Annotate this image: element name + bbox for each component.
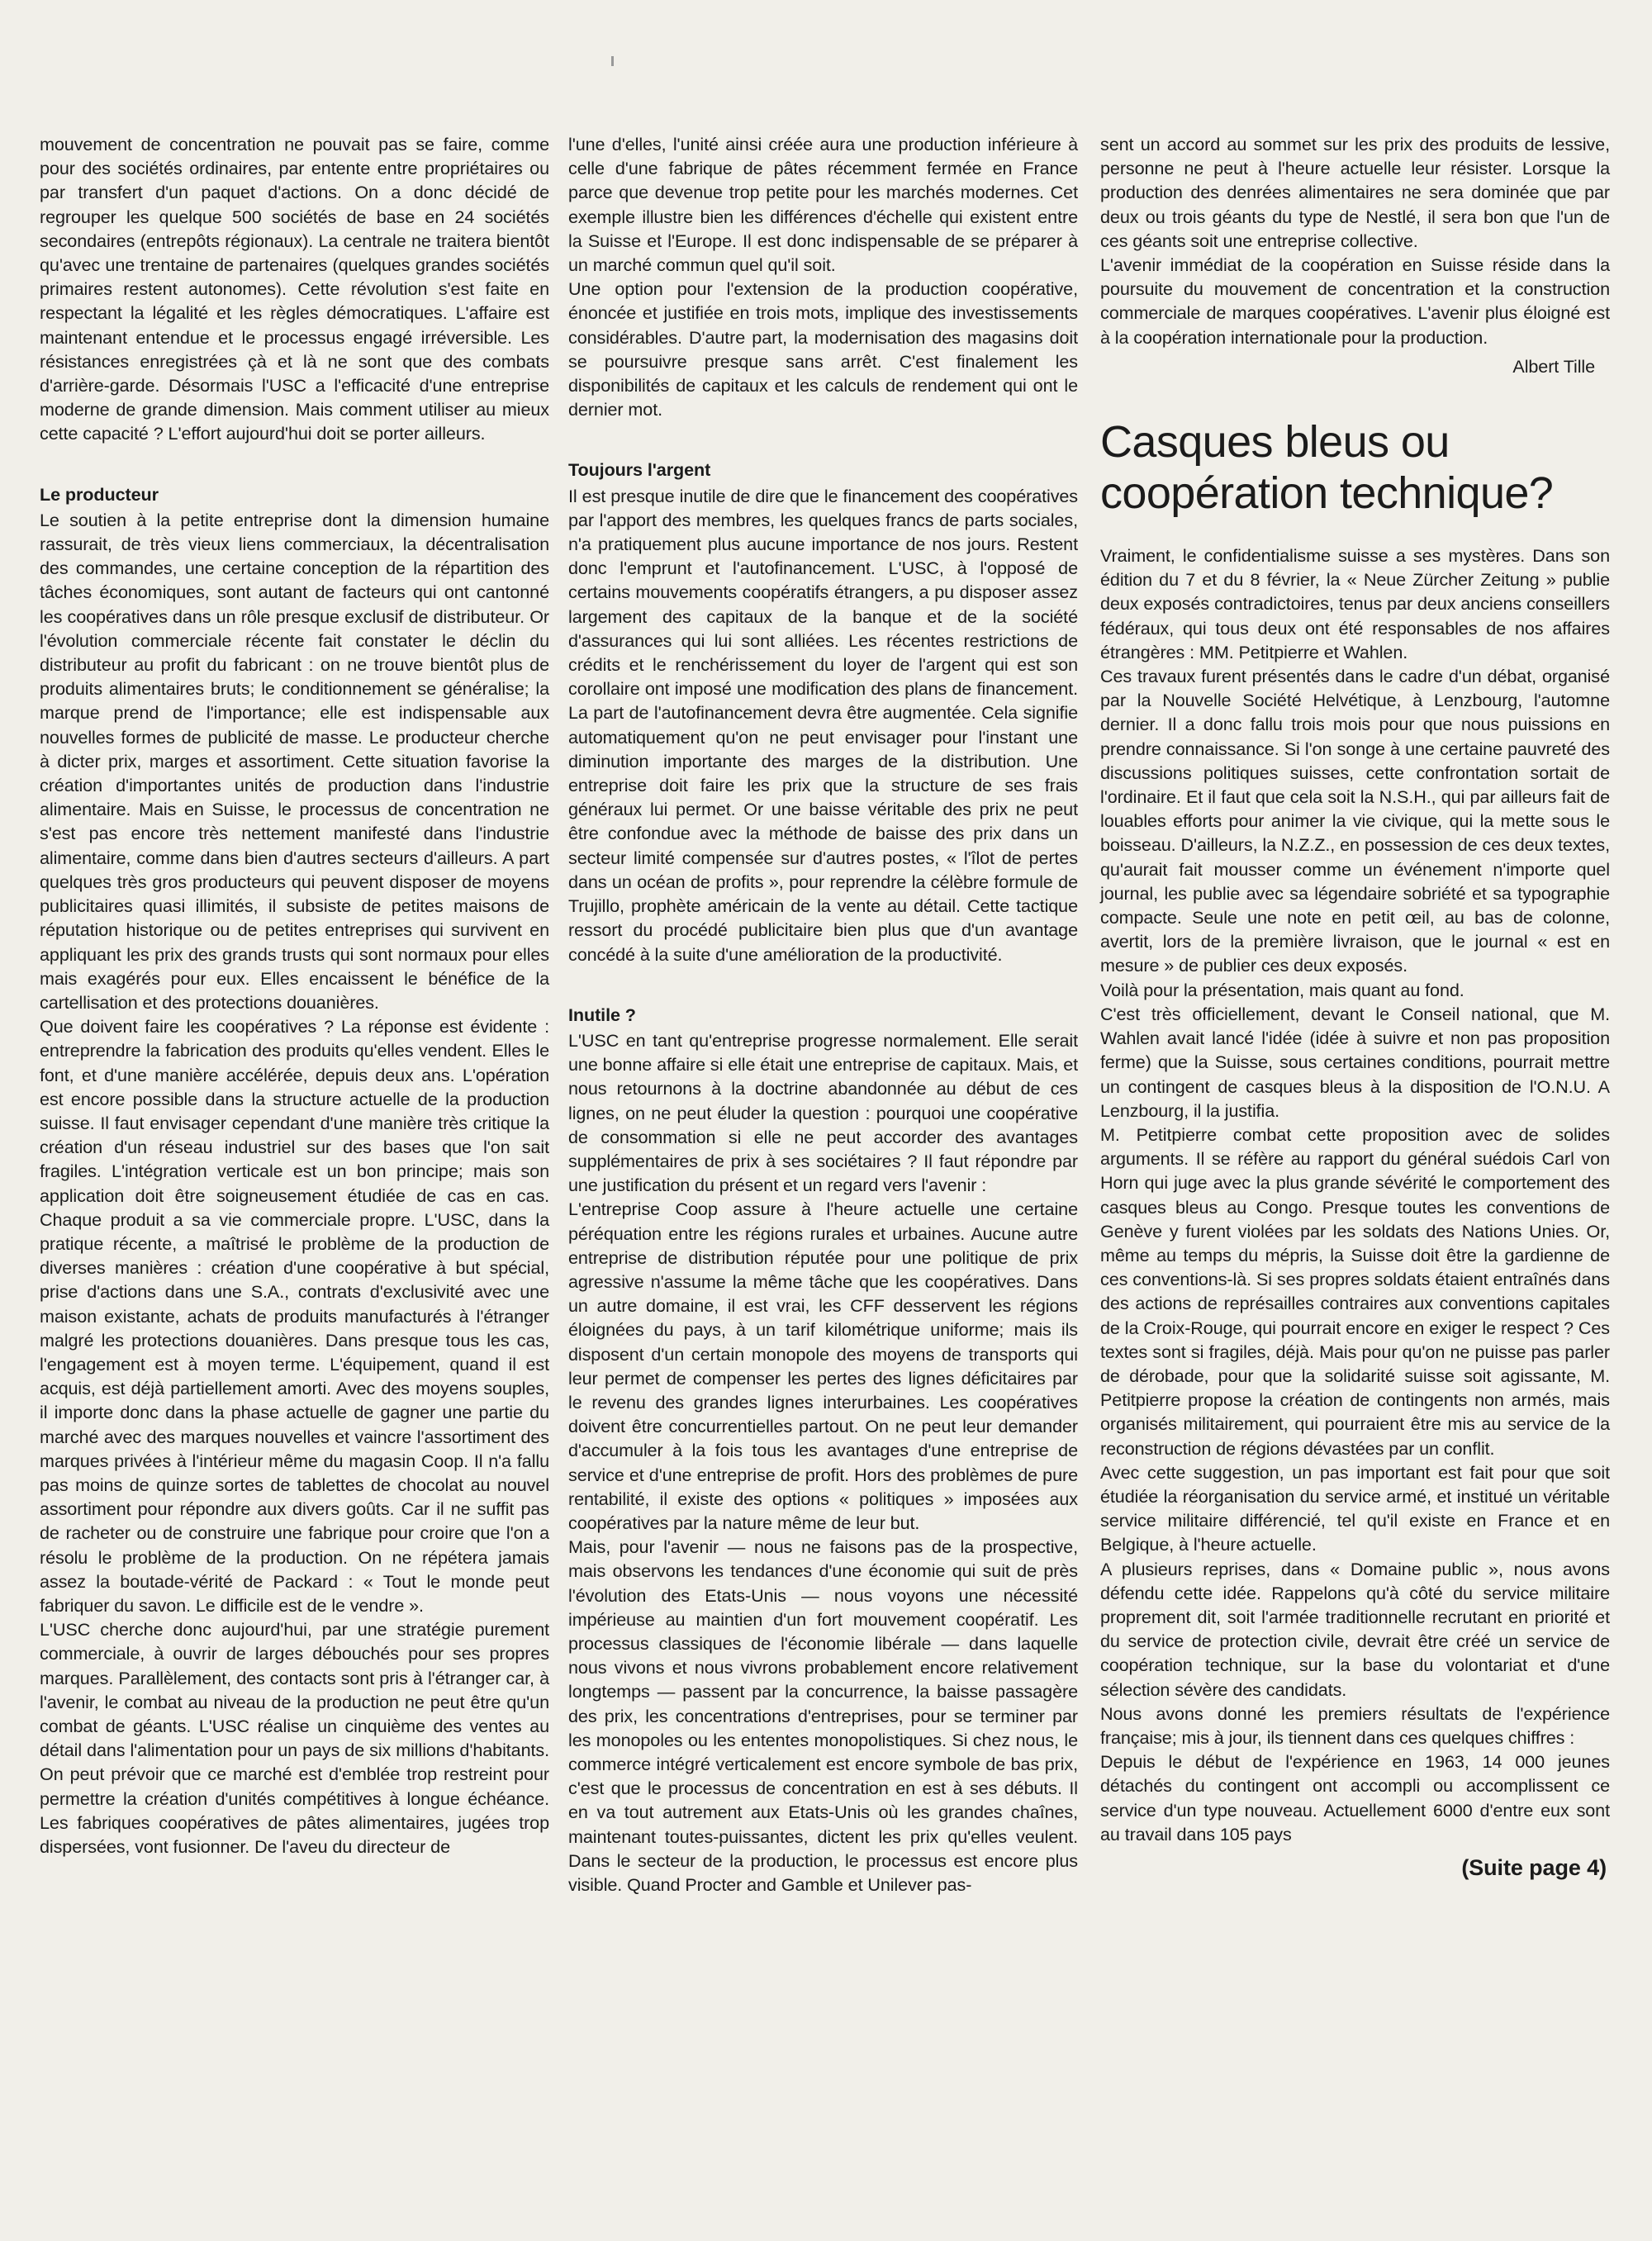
paragraph: Il est presque inutile de dire que le financement des coopératives par l'apport des membres, les quelques francs de parts sociales, n'a pratiquement plus aucune importance de nos jours. Restent donc l'emprunt et l'autofinancement. L'USC, à l'opposé de certains mouvements coopératifs étrangers, a pu disposer assez largement des capitaux de la banque et de la société d'assurances qui lui sont alliées. Les récentes restrictions de crédits et le renchérissement du loyer de l'argent qui est son corollaire ont imposé une modification des plans de financement. La part de l'autofinancement devra être augmentée. Cela signifie automatiquement qu'on ne peut envisager pour l'instant une diminution importante des marges de la distribution. Une entreprise doit faire les prix que la structure de ses frais généraux lui permet. Or une baisse véritable des prix ne peut être confondue avec la méthode de baisse des prix dans un secteur limité compensée sur d'autres postes, « l'îlot de pertes dans un océan de profits », pour reprendre la célèbre formule de Trujillo, prophète américain de la vente au détail. Cette tactique ressort du procédé publicitaire bien plus que d'un avantage concédé à la suite d'une amélioration de la productivité. [568, 485, 1078, 965]
column-1 [40, 132, 549, 1859]
article-title: Casques bleus ou coopération technique? [1100, 417, 1554, 519]
section-heading-toujours-largent: Toujours l'argent [568, 459, 711, 481]
paragraph: L'entreprise Coop assure à l'heure actuelle une certaine péréquation entre les régions rurales et urbaines. Aucune autre entreprise de distribution réputée pour une politique de prix agressive n'assume la même tâche que les coopératives. Dans un autre domaine, il est vrai, les CFF desservent les régions éloignées du pays, à un tarif kilométrique uniforme; mais ils disposent d'un certain monopole des moyens de transports qui leur permet de compenser les pertes des lignes déficitaires par le revenu des grandes lignes interurbaines. Les coopératives doivent être concurrentielles partout. On ne peut leur demander d'accumuler à la fois tous les avantages d'une entreprise de service et d'une entreprise de profit. Hors des problèmes de pure rentabilité, il existe des options « politiques » imposées aux coopératives par la nature même de leur but. [568, 1199, 1078, 1533]
paragraph: mouvement de concentration ne pouvait pas se faire, comme pour des sociétés ordinaires, par entente entre propriétaires ou par transfert d'un paquet d'actions. On a donc décidé de regrouper les quelque 500 sociétés de base en 24 sociétés secondaires (entrepôts régionaux). La centrale ne traitera bientôt qu'avec une trentaine de partenaires (quelques grandes sociétés primaires restent autonomes). Cette révolution s'est faite en respectant la légalité et les règles démocratiques. L'affaire est maintenant entendue et le processus engagé irréversible. Les résistances enregistrées çà et là ne sont que des combats d'arrière-garde. Désormais l'USC a l'efficacité d'une entreprise moderne de grande dimension. Mais comment utiliser au mieux cette capacité ? L'effort aujourd'hui doit se porter ailleurs. [40, 134, 549, 444]
paragraph: A plusieurs reprises, dans « Domaine public », nous avons défendu cette idée. Rappelons qu'à côté du service militaire proprement dit, soit l'armée traditionnelle recrutant en priorité et du service de protection civile, devrait être créé un service de coopération technique, sur la base du volontariat et d'une sélection sévère des candidats. [1100, 1558, 1610, 1700]
paragraph: C'est très officiellement, devant le Conseil national, que M. Wahlen avait lancé l'idée (idée à suivre et non pas proposition ferme) que la Suisse, sous certaines conditions, pourrait mettre un contingent de casques bleus à la disposition de l'O.N.U. A Lenzbourg, il la justifia. [1100, 1003, 1610, 1121]
col1-section [40, 508, 549, 1859]
paragraph: Depuis le début de l'expérience en 1963, 14 000 jeunes détachés du contingent ont accompli ou accomplissent ce service d'un type nouveau. Actuellement 6000 d'entre eux sont au travail dans 105 pays [1100, 1751, 1610, 1845]
col3-intro [1100, 132, 1610, 349]
paragraph: Que doivent faire les coopératives ? La réponse est évidente : entreprendre la fabrication des produits qu'elles vendent. Elles le font, et d'une manière accélérée, depuis deux ans. L'opération est encore possible dans la structure actuelle de la production suisse. Il faut envisager cependant d'une manière très critique la création d'un réseau industriel sur des bases que l'on sait fragiles. L'intégration verticale est un bon principe; mais son application doit être soigneusement étudiée de cas en cas. Chaque produit a sa vie commerciale propre. L'USC, dans la pratique récente, a maîtrisé le problème de la production de diverses manières : création d'une coopérative à but spécial, prise d'actions dans une S.A., contrats d'exclusivité avec une maison existante, achats de produits manufacturés à l'étranger malgré les protections douanières. Dans presque tous les cas, l'engagement est à moyen terme. L'équipement, quand il est acquis, est déjà partiellement amorti. Avec des moyens souples, il importe donc dans la phase actuelle de gagner une partie du marché avec des marques nouvelles et vaincre l'assortiment des marques privées à l'intérieur même du magasin Coop. Il n'a fallu pas moins de quinze sortes de tablettes de chocolat au nouvel assortiment pour répondre aux divers goûts. Car il ne suffit pas de racheter ou de construire une fabrique pour croire que l'on a résolu le problème de la production. On ne répétera jamais assez la boutade-vérité de Packard : « Tout le monde peut fabriquer du savon. Le difficile est de le vendre ». [40, 1016, 549, 1616]
paragraph: Le soutien à la petite entreprise dont la dimension humaine rassurait, de très vieux liens commerciaux, la décentralisation des commandes, une certaine conception de la répartition des tâches économiques, sont autant de facteurs qui ont cantonné les coopératives dans un rôle presque exclusif de distributeur. Or l'évolution commerciale récente fait constater le déclin du distributeur au profit du fabricant : on ne trouve bientôt plus de produits alimentaires bruts; le conditionnement se généralise; la marque prend de l'importance; elle est indispensable aux nouvelles formes de publicité de masse. Le producteur cherche à dicter prix, marges et assortiment. Cette situation favorise la création d'importantes unités de production dans l'industrie alimentaire. Mais en Suisse, le processus de concentration ne s'est pas encore très nettement manifesté dans l'industrie alimentaire, comme dans bien d'autres secteurs d'ailleurs. A part quelques très gros producteurs qui peuvent disposer de moyens publicitaires quasi illimités, il subsiste de petites maisons de réputation historique ou de petites entreprises qui survivent en appliquant les prix des grands trusts qui sont normaux pour elles mais exagérés pour eux. Elles encaissent le bénéfice de la cartellisation et des protections douanières. [40, 509, 549, 1013]
scan-mark [611, 56, 614, 66]
paragraph: l'une d'elles, l'unité ainsi créée aura une production inférieure à celle d'une fabrique de pâtes récemment fermée en France parce que devenue trop petite pour les marchés modernes. Cet exemple illustre bien les différences d'échelle qui existent entre la Suisse et l'Europe. Il est donc indispensable de se préparer à un marché commun quel qu'il soit. [568, 134, 1078, 276]
paragraph: Une option pour l'extension de la production coopérative, énoncée et justifiée en trois mots, implique des investissements considérables. D'autre part, la modernisation des magasins doit se poursuivre presque sans arrêt. C'est finalement les disponibilités de capitaux et les calculs de rendement qui ont le dernier mot. [568, 278, 1078, 420]
paragraph: Mais, pour l'avenir — nous ne faisons pas de la prospective, mais observons les tendances d'une économie qui suit de près l'évolution des Etats-Unis — nous voyons une nécessité impérieuse au maintien d'un fort mouvement coopératif. Les processus classiques de l'économie libérale — dans laquelle nous vivons et nous vivrons probablement encore relativement longtemps — passent par la concurrence, la baisse passagère des prix, les concentrations d'entreprises, pour se terminer par les monopoles ou les ententes monopolistiques. Si chez nous, le commerce intégré verticalement est encore symbole de bas prix, c'est que le processus de concentration en est à ses débuts. Il en va tout autrement aux Etats-Unis où les grandes chaînes, maintenant toutes-puissantes, dictent les prix qu'elles veulent. Dans le secteur de la production, le processus est encore plus visible. Quand Procter and Gamble et Unilever pas- [568, 1536, 1078, 1896]
continuation-note: (Suite page 4) [1461, 1855, 1607, 1880]
author-signature: Albert Tille [1512, 355, 1595, 377]
col2-intro [568, 132, 1078, 421]
paragraph: L'avenir immédiat de la coopération en Suisse réside dans la poursuite du mouvement de concentration et la construction commerciale de marques coopératives. L'avenir plus éloigné est à la coopération internationale pour la production. [1100, 254, 1610, 348]
paragraph: L'USC en tant qu'entreprise progresse normalement. Elle serait une bonne affaire si elle était une entreprise de capitaux. Mais, et nous retournons à la doctrine abandonnée au début de ces lignes, on ne peut éluder la question : pourquoi une coopérative de consommation si elle ne peut accorder des avantages supplémentaires de prix à ses sociétaires ? Il faut répondre par une justification du présent et un regard vers l'avenir : [568, 1029, 1079, 1196]
paragraph: L'USC cherche donc aujourd'hui, par une stratégie purement commerciale, à ouvrir de larges débouchés pour ses propres marques. Parallèlement, des contacts sont pris à l'étranger car, à l'avenir, le combat au niveau de la production ne peut être qu'un combat de géants. L'USC réalise un cinquième des ventes au détail dans l'alimentation pour un pays de six millions d'habitants. On peut prévoir que ce marché est d'emblée trop restreint pour permettre la création d'unités compétitives à longue échéance. Les fabriques coopératives de pâtes alimentaires, jugées trop dispersées, vont fusionner. De l'aveu du directeur de [40, 1619, 549, 1858]
section-heading-inutile: Inutile ? [568, 1004, 636, 1025]
column-2 [568, 132, 1078, 1897]
paragraph: Avec cette suggestion, un pas important est fait pour que soit étudiée la réorganisation du service armé, et institué un véritable service militaire différencié, tel qu'il existe en France et en Belgique, à l'heure actuelle. [1100, 1461, 1610, 1555]
column-3 [1100, 132, 1610, 1880]
article-body [1100, 544, 1610, 1846]
paragraph: Voilà pour la présentation, mais quant au fond. [1100, 979, 1464, 1000]
col1-intro [40, 132, 549, 446]
col2-section1 [568, 484, 1078, 966]
paragraph: Vraiment, le confidentialisme suisse a ses mystères. Dans son édition du 7 et du 8 février, la « Neue Zürcher Zeitung » publie deux exposés contradictoires, tenus par deux anciens conseillers fédéraux, qui tous deux ont été responsables de nos affaires étrangères : MM. Petitpierre et Wahlen. [1100, 545, 1610, 662]
paragraph: Ces travaux furent présentés dans le cadre d'un débat, organisé par la Nouvelle Société Helvétique, à Lenzbourg, l'automne dernier. Il a donc fallu trois mois pour que nous puissions en prendre connaissance. Si l'on songe à une certaine pauvreté des discussions politiques suisses, cette confrontation sortait de l'ordinaire. Et il faut que cela soit la N.S.H., qui par ailleurs fait de louables efforts pour animer la vie civique, qui la mette sous le boisseau. D'ailleurs, la N.Z.Z., en possession de ces deux textes, qu'aurait fait mousser comme un événement n'importe quel journal, les publie avec sa légendaire sobriété et sa typographie compacte. Seule une note en petit œil, au bas de colonne, avertit, lors de la première livraison, que le journal « est en mesure » de publier ces deux exposés. [1100, 666, 1610, 976]
col2-section2 [568, 1028, 1078, 1897]
section-heading-le-producteur: Le producteur [40, 483, 159, 505]
paragraph: Nous avons donné les premiers résultats de l'expérience française; mis à jour, ils tiennent dans ces quelques chiffres : [1100, 1702, 1610, 1748]
paragraph: sent un accord au sommet sur les prix des produits de lessive, personne ne peut à l'heure actuelle leur résister. Lorsque la production des denrées alimentaires ne sera dominée que par deux ou trois géants du type de Nestlé, il sera bon que l'un de ces géants soit une entreprise collective. [1100, 134, 1610, 251]
paragraph: M. Petitpierre combat cette proposition avec de solides arguments. Il se réfère au rapport du général suédois Carl von Horn qui juge avec la plus grande sévérité le comportement des casques bleus au Congo. Presque toutes les conventions de Genève y furent violées par les soldats des Nations Unies. Or, même au temps du mépris, la Suisse doit être la gardienne de ces conventions-là. Si ses propres soldats étaient entraînés dans des actions de représailles contraires aux conventions capitales de la Croix-Rouge, qui pourrait encore en exiger le respect ? Ces textes sont si fragiles, déjà. Mais pour qu'on ne puisse pas parler de dérobade, pour que la solidarité suisse soit agissante, M. Petitpierre propose la création de contingents non armés, mais organisés militairement, qui pourraient être mis au service de la reconstruction de régions dévastées par un conflit. [1100, 1123, 1610, 1459]
